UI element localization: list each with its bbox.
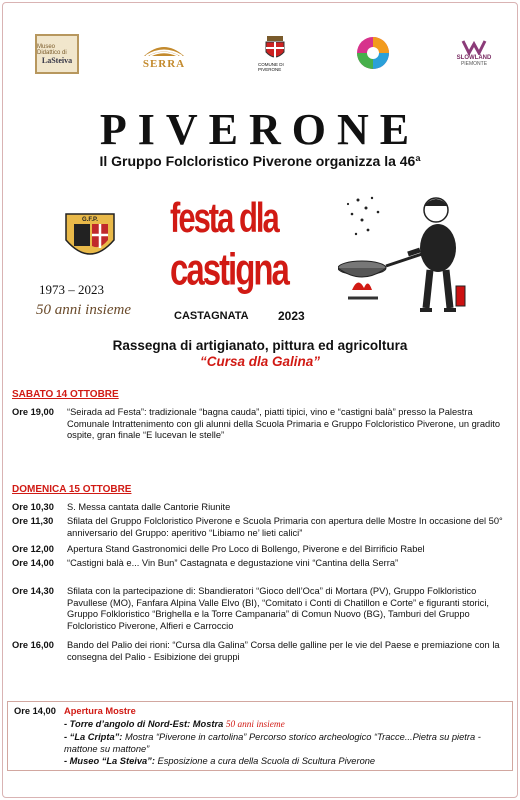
event-time: Ore 14,30 (12, 586, 54, 596)
chestnut-roaster-illustration (338, 190, 468, 325)
event-time: Ore 16,00 (12, 640, 54, 650)
badge-text: G.F.P. (82, 217, 98, 223)
event-text: Sfilata con la partecipazione di: Sbandieratori “Gioco dell’Oca” di Mortara (PV), Gruppo Folkloristico Pavullese (MO), Fanfara Alpina Valle Elvo (BI), “Comitato i Conti di Chatillon e Corte” e figuranti storici, Gruppo Folkloristico “Brighella e la Torre Campanaria” di Comun Nuovo (BG), Tamburi del Gruppo Folcloristico Piverone, Alfieri e Carroccio (67, 586, 489, 631)
event-text: Apertura Stand Gastronomici delle Pro Loco di Bollengo, Piverone e del Birrificio Rabel (67, 544, 425, 554)
event-text: Bando del Palio dei rioni: “Cursa dla Galina” Corsa delle galline per le vie del Paese e premiazione con la consegna del Palio - Esibizione dei gruppi (67, 640, 500, 662)
event-row (12, 640, 512, 663)
mostre-heading: Apertura Mostre (64, 706, 136, 716)
mostra-item: - “La Cripta”: Mostra “Piverone in cartolina” Percorso storico archeologico “Tracce...Pietra su pietra - mattone su mattone” (64, 732, 481, 754)
mostre-box (7, 701, 513, 771)
event-time: Ore 14,00 (12, 558, 54, 568)
coat-of-arms-icon (262, 34, 288, 62)
comune-logo (258, 34, 292, 72)
event-time: Ore 12,00 (12, 544, 54, 554)
comune-label: COMUNE DI PIVERONE (258, 62, 284, 72)
event-text: S. Messa cantata dalle Cantorie Riunite (67, 502, 231, 512)
sponsor-logos (0, 34, 520, 74)
event-row (12, 516, 512, 539)
colorful-circle-icon (356, 36, 390, 70)
years: 1973 – 2023 (39, 282, 104, 297)
event-row (12, 586, 512, 632)
rassegna: Rassegna di artigianato, pittura ed agricoltura (112, 338, 408, 353)
lasteiva-top: Museo Didattico di (37, 43, 67, 56)
mostre-time: Ore 14,00 (14, 706, 56, 716)
slowland-name: SLOWLAND (456, 55, 492, 61)
event-time: Ore 19,00 (12, 407, 54, 417)
domenica-heading: DOMENICA 15 OTTOBRE (12, 484, 132, 495)
mostre-header (14, 706, 504, 718)
event-time: Ore 10,30 (12, 502, 54, 512)
gfp-shield-icon (64, 210, 116, 266)
circle-logo (353, 34, 393, 72)
event-text: “Castigni balà e... Vin Bun” Castagnata e degustazione vini “Cantina della Serra” (67, 558, 399, 568)
festa-logo (170, 190, 470, 330)
cursa-title: “Cursa dla Galina” (199, 354, 321, 369)
hills-icon (142, 36, 186, 58)
event-row (12, 544, 512, 556)
festa-line2: castigna (170, 244, 288, 294)
event-text: “Seirada ad Festa”: tradizionale “bagna cauda”, piatti tipici, vino e “castigni balà” presso la Palestra Comunale Intrattenimento con gli alunni della Scuola Primaria e Gruppo Folcloristico Piverone, un gradito ospite, gran finale “E lucevan le stelle” (67, 407, 501, 441)
event-row (12, 502, 512, 514)
subtitle: Il Gruppo Folcloristico Piverone organizza la 46ª (99, 153, 421, 169)
lasteiva-name: LaSteiva (41, 55, 73, 65)
slowland-w-icon (461, 39, 487, 55)
lasteiva-logo (35, 34, 79, 74)
sabato-event (12, 407, 512, 442)
festa-line1: festa dla (170, 194, 278, 242)
slowland-region: PIEMONTE (460, 61, 488, 67)
festa-year: 2023 (278, 309, 305, 323)
sabato-heading: SABATO 14 OTTOBRE (12, 389, 119, 400)
serra-label: SERRA (142, 58, 186, 70)
event-time: Ore 11,30 (12, 516, 54, 526)
castagnata-label: CASTAGNATA (174, 310, 249, 322)
mostra-item: - Museo “La Steiva”: Esposizione a cura della Scuola di Scultura Piverone (64, 756, 376, 766)
anni-insieme: 50 anni insieme (36, 302, 131, 318)
serra-logo (140, 34, 188, 72)
event-row (12, 558, 512, 570)
slowland-logo (454, 34, 494, 72)
page-title: PIVERONE (99, 105, 421, 154)
mostra-item: - Torre d’angolo di Nord-Est: Mostra 50 anni insieme (64, 719, 285, 730)
event-text: Sfilata del Gruppo Folcloristico Piverone e Scuola Primaria con apertura delle Mostre In occasione del 50° anniversario del Gruppo: aperitivo “Libiamo ne’ lieti calici” (67, 516, 503, 538)
